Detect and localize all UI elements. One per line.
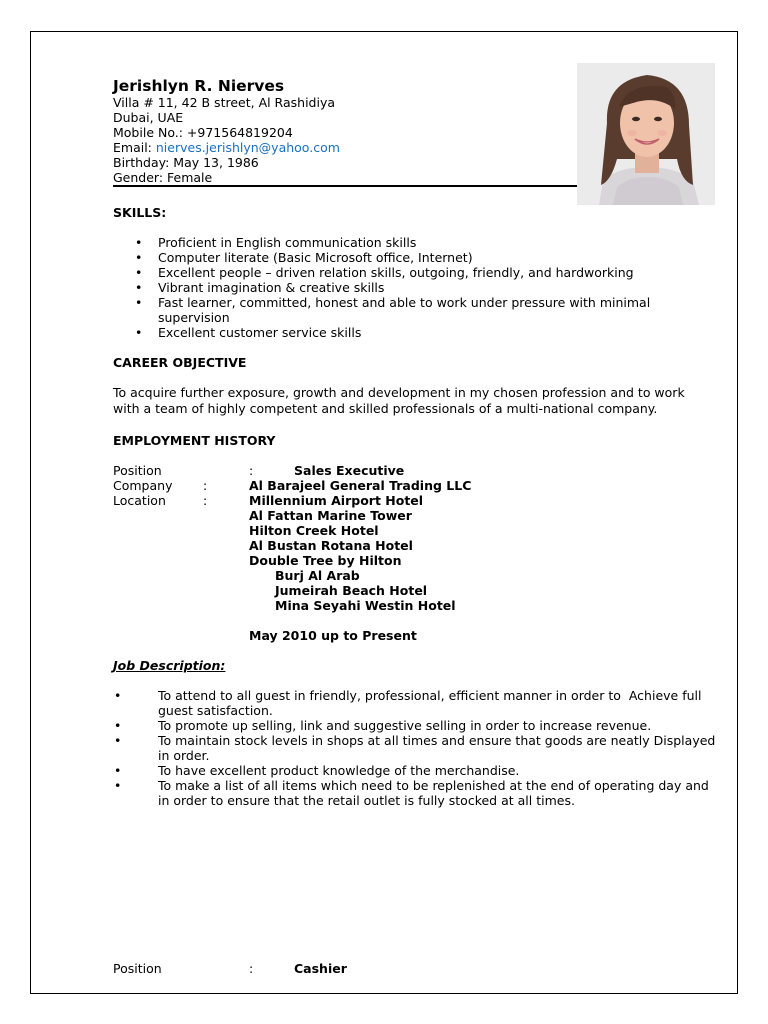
list-item: • To have excellent product knowledge of the merchandise. [113, 763, 723, 778]
employment-period: May 2010 up to Present [249, 628, 417, 643]
position-colon: : [249, 463, 254, 478]
list-item: • Vibrant imagination & creative skills [135, 280, 655, 295]
email-link[interactable]: nierves.jerishlyn@yahoo.com [155, 140, 340, 155]
profile-photo [577, 63, 715, 205]
list-item: • Fast learner, committed, honest and able to work under pressure with minimal supervision [135, 295, 655, 325]
list-item: • To maintain stock levels in shops at all times and ensure that goods are neatly Displayed in order. [113, 733, 723, 763]
position-value: Cashier [294, 961, 347, 976]
position-colon: : [249, 961, 254, 976]
company-label: Company [113, 478, 173, 493]
list-item: • To make a list of all items which need to be replenished at the end of operating day and in order to ensure that the retail outlet is fully stocked at all times. [113, 778, 723, 808]
location-value: Al Bustan Rotana Hotel [249, 538, 413, 553]
list-item: • Excellent people – driven relation skills, outgoing, friendly, and hardworking [135, 265, 655, 280]
objective-text: To acquire further exposure, growth and development in my chosen profession and to work with a team of highly competent and skilled professionals of a multi-national company. [113, 385, 685, 416]
applicant-name: Jerishlyn R. Nierves [113, 77, 285, 95]
job-description-heading: Job Description: [113, 658, 226, 673]
portrait-illustration [577, 63, 715, 205]
location-value: Hilton Creek Hotel [249, 523, 379, 538]
company-value: Al Barajeel General Trading LLC [249, 478, 472, 493]
job-description-list [113, 688, 723, 808]
email-line [113, 140, 340, 155]
location-value: Double Tree by Hilton [249, 553, 402, 568]
list-item: • Excellent customer service skills [135, 325, 655, 340]
resume-page [30, 31, 738, 994]
list-item: • Proficient in English communication skills [135, 235, 655, 250]
position-label: Position [113, 463, 162, 478]
sub-location-value: Burj Al Arab [275, 568, 360, 583]
position-label: Position [113, 961, 162, 976]
address-line-2: Dubai, UAE [113, 110, 184, 125]
location-label: Location [113, 493, 166, 508]
sub-location-value: Jumeirah Beach Hotel [275, 583, 428, 598]
gender: Gender: Female [113, 170, 213, 185]
list-item: • Computer literate (Basic Microsoft office, Internet) [135, 250, 655, 265]
objective-heading: CAREER OBJECTIVE [113, 355, 247, 370]
birthday: Birthday: May 13, 1986 [113, 155, 259, 170]
skills-heading: SKILLS: [113, 205, 167, 220]
position-value: Sales Executive [294, 463, 405, 478]
list-item: • To attend to all guest in friendly, professional, efficient manner in order to Achieve full guest satisfaction. [113, 688, 723, 718]
list-item: • To promote up selling, link and suggestive selling in order to increase revenue. [113, 718, 723, 733]
location-value: Al Fattan Marine Tower [249, 508, 412, 523]
email-label: Email: [113, 140, 156, 155]
location-value: Millennium Airport Hotel [249, 493, 424, 508]
mobile-number: Mobile No.: +971564819204 [113, 125, 293, 140]
location-colon: : [203, 493, 208, 508]
address-line-1: Villa # 11, 42 B street, Al Rashidiya [113, 95, 336, 110]
skills-list [135, 235, 655, 340]
sub-location-value: Mina Seyahi Westin Hotel [275, 598, 456, 613]
employment-heading: EMPLOYMENT HISTORY [113, 433, 276, 448]
header-divider [113, 185, 577, 187]
contact-block [113, 95, 340, 185]
company-colon: : [203, 478, 208, 493]
